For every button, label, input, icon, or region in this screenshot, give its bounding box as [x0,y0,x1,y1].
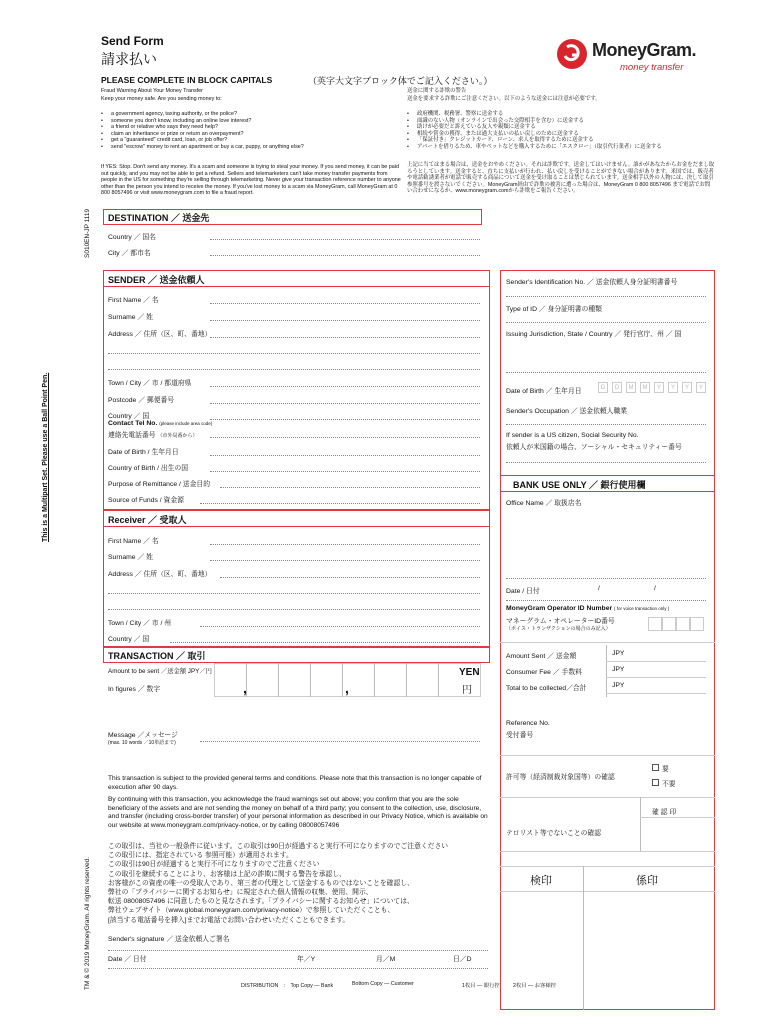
clerk-stamp-label: 係印 [636,875,658,887]
amount-label: Amount to be sent ／送金額 JPY／円 [108,668,212,675]
signature-month-label: 月／M [376,956,396,963]
amount-box-div-3 [310,663,311,697]
form-title-en: Send Form [101,34,164,48]
destination-country-label: Country ／ 国名 [108,234,156,241]
bank-date-field[interactable] [506,600,706,601]
sender-town-label: Town / City ／ 市 / 都道府県 [108,380,192,387]
message-note: (max. 10 words ／10単語まで) [108,740,176,746]
receiver-address-field-3[interactable] [108,609,480,610]
sender-surname-label: Surname ／ 姓 [108,314,153,321]
consumer-fee-currency: JPY [612,666,625,673]
amount-box-div-6 [406,663,407,697]
sender-section [103,270,490,510]
dob-box-y1[interactable]: Y [654,382,664,393]
amount-box-div-5 [374,663,375,697]
destination-city-label: City ／ 都市名 [108,250,151,257]
occupation-field[interactable] [506,424,706,425]
confirm-stamp-label: 確 認 印 [652,809,677,816]
sender-tel-label-jp-text: 連絡先電話番号 [108,432,156,439]
distribution-copy-1: 1枚目 — 銀行控 [462,983,500,989]
moneygram-logo [556,36,716,80]
amount-col-divider [606,645,607,697]
yen-label: YEN [459,667,480,678]
confirm-col-divider [640,797,641,851]
receiver-header-divider [104,526,489,527]
list-item: • someone you don't know, including an online love interest? [101,118,391,125]
moneygram-globe-icon [556,38,588,70]
multipart-notice: This is a Multipart Set. Please use a Ball Point Pen. [42,372,49,542]
amount-box-div-4 [342,663,343,697]
amount-row-1 [606,661,706,662]
sender-address-field-3[interactable] [108,369,480,370]
sender-country-label: Country ／ 国 [108,413,150,420]
operator-id-note: ( for voice transaction only ) [614,606,670,611]
operator-id-label-en: MoneyGram Operator ID Number [506,605,613,612]
operator-id-box-4[interactable] [690,617,704,631]
operator-id-box-1[interactable] [648,617,662,631]
id-type-label: Type of ID ／ 身分証明書の種類 [506,306,602,313]
license-option-no[interactable] [652,778,676,788]
sender-cob-label: Country of Birth / 出生の国 [108,465,189,472]
sender-purpose-label: Purpose of Remittance / 送金目的 [108,481,210,488]
sender-funds-label: Source of Funds / 資金源 [108,497,184,504]
receiver-surname-label: Surname ／ 姓 [108,554,153,561]
signature-field[interactable] [108,950,488,951]
sender-first-name-label: First Name ／ 名 [108,297,159,304]
amount-box-div-2 [278,663,279,697]
receiver-first-name-field[interactable] [210,544,480,545]
sender-postcode-field[interactable] [210,403,480,404]
list-item: • アパートを借りるため、車やペットなどを購入するために「エスクロー」（取引代行業者）に送金する [407,144,707,151]
sender-header: SENDER ／ 送金依頼人 [108,275,205,285]
office-name-label: Office Name ／ 取扱店名 [506,500,582,507]
fraud-warning-list [101,111,391,151]
sender-purpose-field[interactable] [220,487,480,488]
yen-label-jp: 円 [462,685,472,696]
list-item: • 助けが必要だと訴えている友人や親類に送金する [407,124,707,131]
block-capitals-instruction: PLEASE COMPLETE IN BLOCK CAPITALS [101,75,273,85]
fraud-warning-paragraph-jp: 上記に当てはまる場合は、送金をおやめください。それは詐欺です。送金してはいけません。誰かがあなたからお金をだまし取ろうとしています。送金すると、直ちに支払いが行われ、払い戻しを受けることができない場合があります。米国では、販売者や電話勧誘業者が電話で販売する商品について送金を受け取ることは禁じられています。送金相手以外の人物には、決して取引参照番号を渡さないでください。MoneyGram経由で詐欺の被害に遭った場合は、MoneyGram 0 800 8057496 まで電話でお問い合わせになるか、www.moneygram.comから詐欺をご報告ください。 [407,162,715,195]
logo-subtitle: money transfer [620,62,684,73]
thousands-separator-1: , [243,680,247,696]
signature-day-label: 日／D [453,956,472,963]
sender-tel-label-jp [108,429,197,439]
date-slash-1: / [598,585,600,592]
fraud-warning-paragraph: If YES: Stop. Don't send any money. It's a scam and someone is trying to steal your money. If you send money, it can be paid out quickly, and you may not be able to get a refund. Sellers and telemarketers can't take money transfer payments from people in the US for something they're selling through telemarketing. Never give your transaction reference number to anyone other than the person you intend to receive the money. If you've lost money to a scam via MoneyGram, call MoneyGram at 0 800 8057496 or visit www.moneygram.com to file a fraud report. [101,164,401,197]
license-option-yes[interactable] [652,763,669,773]
reference-label: Reference No. [506,720,550,727]
sender-address-label: Address ／ 住所（区、町、番地） [108,331,212,338]
ssn-field[interactable] [506,462,706,463]
operator-id-divider [500,642,715,643]
distribution-bottom-copy: Bottom Copy — Customer [352,981,414,987]
dob-box-y4[interactable]: Y [696,382,706,393]
fraud-warning-title: Fraud Warning About Your Money Transfer [101,88,203,94]
terms-en-1: This transaction is subject to the provided general terms and conditions. Please note that this transaction is no longer capable of execution after 90 days. [108,775,482,791]
operator-id-box-2[interactable] [662,617,676,631]
terms-en-2: By continuing with this transaction, you acknowledge the fraud warnings set out above; you confirm that you are the sole beneficiary of the assets and are not sending the money on behalf of a third party; you consent to the collection, use, disclosure, and transfer (including cross-border transfer) of your personal information as described in our Privacy Notice, which is available on our website at www.moneygram.com/privacy-notice, or by calling 08008057496 [108,796,488,829]
receiver-header: Receiver ／ 受取人 [108,515,187,525]
occupation-label: Sender's Occupation ／ 送金依頼人職業 [506,408,628,415]
sender-address-field-1[interactable] [210,337,480,338]
date-slash-2: / [654,585,656,592]
message-label: Message ／メッセージ [108,732,178,739]
receiver-surname-field[interactable] [210,560,480,561]
inspector-stamp-label: 検印 [530,875,552,887]
consumer-fee-label: Consumer Fee ／ 手数料 [506,669,582,676]
ssn-label: If sender is a US citizen, Social Security No. [506,432,639,439]
bank-use-header: BANK USE ONLY ／ 銀行使用欄 [513,480,646,490]
thousands-separator-2: , [345,680,349,696]
stamp-header-divider [500,866,715,867]
list-item: • a government agency, taxing authority, or the police? [101,111,391,118]
dob-box-y2[interactable]: Y [668,382,678,393]
amount-sent-label: Amount Sent ／ 送金額 [506,653,577,660]
receiver-town-field[interactable] [200,626,480,627]
terrorist-check-label: テロリスト等でないことの確認 [506,830,602,837]
sender-first-name-field[interactable] [210,303,480,304]
list-item: • send "escrow" money to rent an apartment or buy a car, puppy, or anything else? [101,144,391,151]
dob-box-d2[interactable]: D [612,382,622,393]
operator-id-box-3[interactable] [676,617,690,631]
sender-id-field[interactable] [506,296,706,297]
license-divider [500,797,715,798]
distribution-copy-2: 2枚目 — お客様控 [513,983,556,989]
license-check-label: 許可等（経済制裁対象国等）の確認 [506,774,615,781]
jurisdiction-field[interactable] [506,372,706,373]
signature-date-field[interactable] [108,968,488,969]
total-currency: JPY [612,682,625,689]
destination-country-field[interactable] [210,239,480,240]
list-item: • claim an inheritance or prize or return an overpayment? [101,131,391,138]
sender-funds-field[interactable] [200,503,480,504]
bank-column [500,270,715,1010]
amount-row-2 [606,677,706,678]
operator-id-label-jp: マネーグラム・オペレーターID番号 [506,618,615,625]
amount-sent-currency: JPY [612,650,625,657]
sender-surname-field[interactable] [210,320,480,321]
amount-box-div-7 [438,663,439,697]
figures-label: In figures ／ 数字 [108,686,161,693]
receiver-town-label: Town / City ／ 市 / 州 [108,620,172,627]
destination-city-field[interactable] [210,255,480,256]
distribution-note: DISTRIBUTION : Top Copy — Bank [241,983,334,989]
operator-id-note-jp: （ボイス・トランザクションの場合のみ記入） [506,626,611,632]
reference-label-jp: 受付番号 [506,732,534,739]
jurisdiction-label: Issuing Jurisdiction, State / Country ／ 発行官庁、州 ／ 国 [506,331,682,338]
receiver-country-field[interactable] [170,642,480,643]
signature-label: Sender's signature ／ 送金依頼人ご署名 [108,936,230,943]
stamp-col-divider [583,866,584,1010]
reference-divider [500,755,715,756]
receiver-address-label: Address ／ 住所（区、町、番地） [108,571,212,578]
list-item: • 相続や賞金の獲得、または過大支払いの払い戻しのために送金する [407,131,707,138]
sender-tel-label [108,420,212,427]
fraud-warning-list-jp [407,111,707,151]
sender-postcode-label: Postcode ／ 郵便番号 [108,397,175,404]
message-field[interactable] [200,741,480,742]
fraud-warning-subtitle: Keep your money safe. Are you sending money to: [101,96,222,102]
list-item: • 面識のない人物（オンラインで出会った交際相手を含む）に送金する [407,118,707,125]
list-item: • 政府機関、税務署、警察に送金する [407,111,707,118]
total-label: Total to be collected／合計 [506,685,587,692]
receiver-address-field-1[interactable] [220,577,480,578]
office-name-field[interactable] [506,578,706,579]
right-dob-label: Date of Birth ／ 生年月日 [506,388,582,395]
fraud-warning-subtitle-jp: 送金を要求する詐欺にご注意ください。以下のような送金には注意が必要です。 [407,96,601,102]
sender-address-field-2[interactable] [108,353,480,354]
form-code: S010EN-JP 1119 [84,208,91,258]
sender-id-label: Sender's Identification No. ／ 送金依頼人身分証明書番号 [506,279,678,286]
sender-country-field[interactable] [210,419,480,420]
sender-tel-note-jp: （市外局番から） [157,433,198,439]
dob-box-m1[interactable]: M [626,382,636,393]
receiver-country-label: Country ／ 国 [108,636,150,643]
bank-date-label: Date / 日付 [506,588,540,595]
destination-header: DESTINATION ／ 送金先 [108,213,210,223]
list-item: • 「保証付き」クレジットカード、ローン、求人を取得するために送金する [407,137,707,144]
sender-town-field[interactable] [210,386,480,387]
terror-divider [500,851,715,852]
confirm-header-divider [640,817,715,818]
sender-cob-field[interactable] [210,471,480,472]
terms-jp: この取引は、当社の一般条件に従います。この取引は90日が経過すると実行不可になりますのでご注意ください この取引には、指定されている 参照可能）が適用されます。 この取引は90日が経過すると実行不可になりますのでご注意ください この取引を継続することにより、お客様は上記の詐欺に関する警告を承認し、 お客様がこの資産の唯一の受取人であり、第三者の代理として送金するものではないことを確認し、 弊社の「プライバシーに関するお知らせ」に規定された個人情報の収集、使用、開示、 転送 08008057496 に同意したものと見なされます。「プライバシーに関するお知らせ」については、 弊社ウェブサイト（www.global.moneygram.com/privacy-notice）で参照していただくことも、 [該当する電話番号を挿入]までお電話でお問い合わせいただくこともできます。 [108,843,449,924]
list-item: • get a "guaranteed" credit card, loan, or job offer? [101,137,391,144]
receiver-first-name-label: First Name ／ 名 [108,538,159,545]
sender-header-divider [104,286,489,287]
ssn-label-jp: 依頼人が米国籍の場合、ソーシャル・セキュリティー番号 [506,444,682,451]
signature-year-label: 年／Y [297,956,316,963]
list-item: • a friend or relative who says they need help? [101,124,391,131]
checkbox-icon[interactable] [652,779,659,786]
receiver-address-field-2[interactable] [108,593,480,594]
logo-wordmark: MoneyGram. [592,40,697,60]
sender-tel-field[interactable] [210,437,480,438]
sender-tel-label-en: Contact Tel No. [108,420,158,427]
transaction-header: TRANSACTION ／ 取引 [108,651,206,661]
id-type-field[interactable] [506,322,706,323]
block-capitals-instruction-jp: （英字大文字ブロック体でご記入ください。） [308,76,493,86]
fraud-warning-title-jp: 送金に関する詐欺の警告 [407,88,467,94]
stamp-header-bottom [500,891,715,892]
amount-row-3 [606,693,706,694]
sender-dob-label: Date of Birth / 生年月日 [108,449,179,456]
dob-box-d1[interactable]: D [598,382,608,393]
license-option-no-text: 不要 [662,781,676,788]
license-option-yes-text: 要 [662,766,669,773]
copyright-notice: TM & © 2019 MoneyGram. All rights reserved. [84,856,91,990]
sender-dob-field[interactable] [210,455,480,456]
signature-date-label: Date ／ 日付 [108,956,147,963]
sender-tel-note: (please include area code) [159,421,213,426]
dob-box-m2[interactable]: M [640,382,650,393]
dob-box-y3[interactable]: Y [682,382,692,393]
form-title-jp: 請求払い [101,51,157,67]
operator-id-label [506,605,669,612]
checkbox-icon[interactable] [652,764,659,771]
